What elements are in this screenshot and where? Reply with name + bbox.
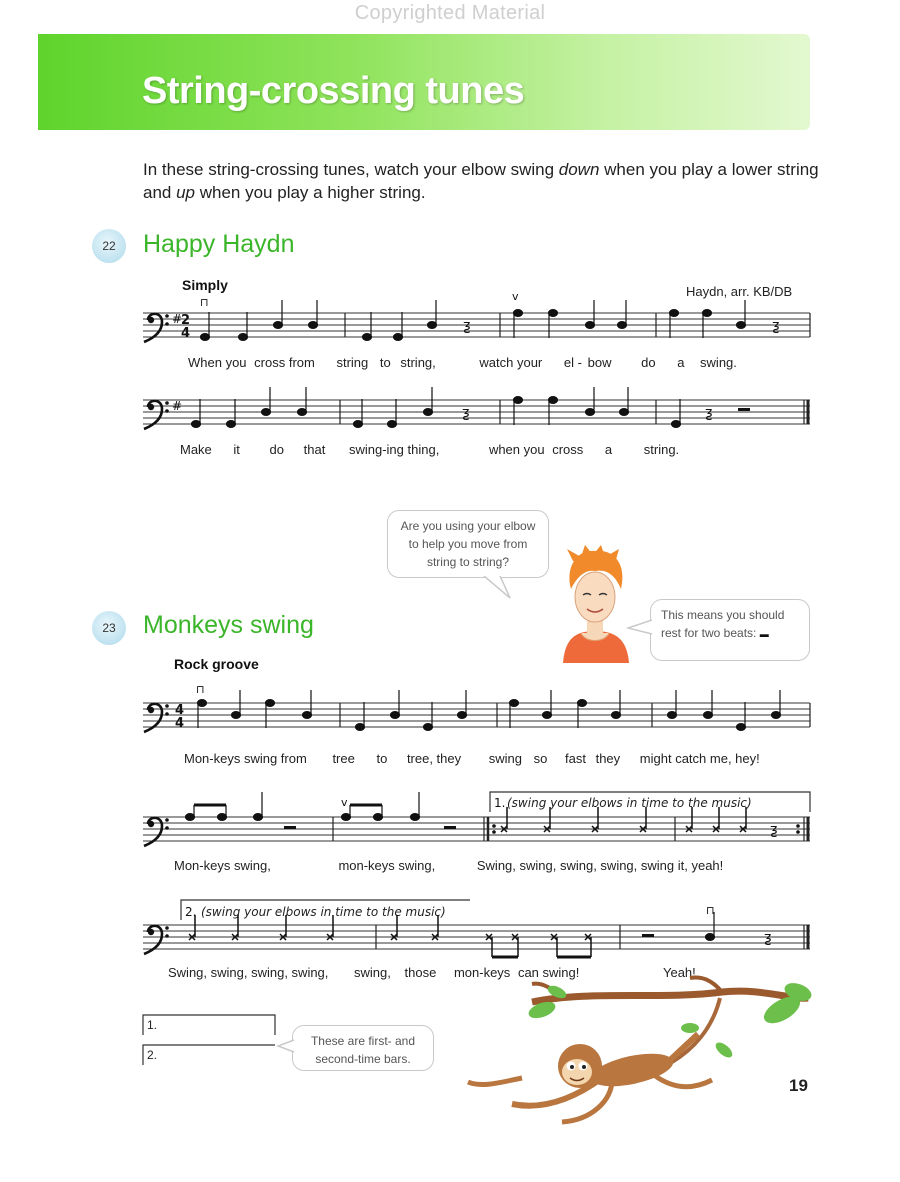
lyric-word: when you <box>488 442 545 457</box>
lyric-word: do <box>641 355 656 370</box>
lyric-word: string, <box>400 355 436 370</box>
bass-clef <box>144 314 169 342</box>
lyric-word: thing, <box>407 442 440 457</box>
lyric-word: string <box>336 355 369 370</box>
time-signature-bottom: 4 <box>181 326 191 341</box>
time-signature-bottom: 4 <box>175 716 185 731</box>
watermark: Copyrighted Material <box>354 2 546 24</box>
up-bow-mark: v <box>341 796 348 809</box>
lyric-word: swing-ing <box>348 442 404 457</box>
lyric-word: Swing, swing, swing, swing, <box>168 965 329 980</box>
notes-row-3 <box>198 690 781 730</box>
down-bow-mark: ⊓ <box>200 296 209 309</box>
intro-text-2: when you play a lower string and <box>143 160 819 202</box>
speech-bubble-tail <box>480 576 520 602</box>
lyric-word: do <box>269 442 285 457</box>
lyric-word: When you <box>188 355 247 370</box>
quarter-rest: ƺ <box>770 822 778 838</box>
lyric-word: string. <box>643 442 680 457</box>
bass-clef <box>144 818 169 846</box>
staff-line-group <box>143 817 810 841</box>
lyric-word: Mon-keys swing from <box>184 751 307 766</box>
lyric-word: it <box>233 442 240 457</box>
song-title: Monkeys swing <box>143 611 314 639</box>
up-bow-mark: v <box>512 290 519 303</box>
lyric-word: mon-keys <box>453 965 511 980</box>
lyric-word: swing <box>488 751 523 766</box>
key-signature-sharp: # <box>172 399 183 413</box>
speech-bubble-tail <box>276 1038 296 1056</box>
half-rest-icon: ▬ <box>759 629 769 639</box>
first-time-bar-sample <box>143 1015 275 1035</box>
lyric-word: cross <box>552 442 584 457</box>
page-title: String-crossing tunes <box>142 70 525 112</box>
lyric-word: Yeah! <box>662 965 696 980</box>
x-noteheads <box>501 807 746 832</box>
lyric-word: tree <box>332 751 355 766</box>
lyric-word: swing. <box>700 355 737 370</box>
ending-number: 1. <box>494 796 506 810</box>
lyric-word: a <box>677 355 685 370</box>
ending-number: 2. <box>185 905 197 919</box>
song-number-badge: 23 <box>92 611 126 645</box>
second-time-bar-sample <box>143 1045 275 1065</box>
bass-clef <box>144 401 169 429</box>
lyric-word: Make <box>180 442 212 457</box>
monkey-illustration <box>462 970 812 1130</box>
lyric-word: el <box>563 355 575 370</box>
svg-text:ƺ: ƺ <box>772 318 780 334</box>
first-time-bar-label: 1. <box>147 1018 158 1032</box>
speech-bubble-tail <box>626 618 654 638</box>
lyric-word: that <box>303 442 326 457</box>
lyric-word: tree, they <box>406 751 462 766</box>
lyric-line <box>184 751 760 766</box>
quarter-rest: ƺ <box>764 930 772 946</box>
intro-text-3: when you play a higher string. <box>195 183 426 202</box>
lyric-word: those <box>404 965 437 980</box>
lyric-word: Swing, swing, swing, swing, swing it, yeah! <box>476 858 724 873</box>
lyric-word: cross from <box>254 355 315 370</box>
lyric-line <box>174 858 723 873</box>
lyric-word: can swing! <box>517 965 580 980</box>
lyric-word: might catch me, hey! <box>639 751 760 766</box>
half-rest <box>642 934 654 937</box>
song-title: Happy Haydn <box>143 230 295 258</box>
svg-text:ƺ: ƺ <box>462 405 470 421</box>
lyric-word: to <box>379 355 391 370</box>
speech-bubble-rest <box>650 599 810 661</box>
notes-row-4 <box>186 792 420 820</box>
song-number-badge: 22 <box>92 229 126 263</box>
down-bow-mark: ⊓ <box>706 904 715 917</box>
notes-row-1 <box>201 300 746 340</box>
lyric-word: - <box>577 355 582 370</box>
rest-explanation: This means you should rest for two beats: <box>661 608 785 640</box>
intro-text-1: In these string-crossing tunes, watch your elbow swing <box>143 160 559 179</box>
bass-clef <box>144 704 169 732</box>
ending-instruction: (swing your elbows in time to the music) <box>201 905 446 919</box>
tempo-marking: Rock groove <box>174 656 259 672</box>
boy-illustration <box>555 545 635 665</box>
half-rest <box>738 408 750 411</box>
svg-text:ƺ: ƺ <box>463 318 471 334</box>
ending-instruction: (swing your elbows in time to the music) <box>507 796 752 810</box>
intro-emphasis-up: up <box>176 183 196 202</box>
lyric-line <box>188 355 737 370</box>
lyric-word: they <box>595 751 621 766</box>
svg-text:ƺ: ƺ <box>705 405 713 421</box>
intro-emphasis-down: down <box>558 160 600 179</box>
lyric-word: Mon-keys swing, <box>174 858 271 873</box>
lyric-word: bow <box>587 355 612 370</box>
speech-bubble-bars: These are first- and second-time bars. <box>292 1025 434 1071</box>
time-signature-top: 2 <box>181 313 191 328</box>
lyric-word: so <box>533 751 548 766</box>
lyric-word: to <box>376 751 388 766</box>
speech-bubble-elbow: Are you using your elbow to help you move from string to string? <box>387 510 549 578</box>
time-signature-top: 4 <box>175 703 185 718</box>
lyric-line <box>180 442 679 457</box>
second-time-bar-label: 2. <box>147 1048 158 1062</box>
bass-clef <box>144 926 169 954</box>
lyric-word: swing, <box>354 965 391 980</box>
page-number: 19 <box>789 1076 808 1095</box>
key-signature-sharp: # <box>172 312 183 326</box>
lyric-word: fast <box>565 751 586 766</box>
lyric-word: a <box>604 442 613 457</box>
lyric-word: watch your <box>479 355 543 370</box>
tempo-marking: Simply <box>182 277 228 293</box>
lyric-word: mon-keys swing, <box>338 858 436 873</box>
x-noteheads <box>189 915 591 957</box>
down-bow-mark: ⊓ <box>196 683 205 696</box>
notes-row-2 <box>192 387 681 427</box>
arranger-credit: Haydn, arr. KB/DB <box>686 284 793 299</box>
